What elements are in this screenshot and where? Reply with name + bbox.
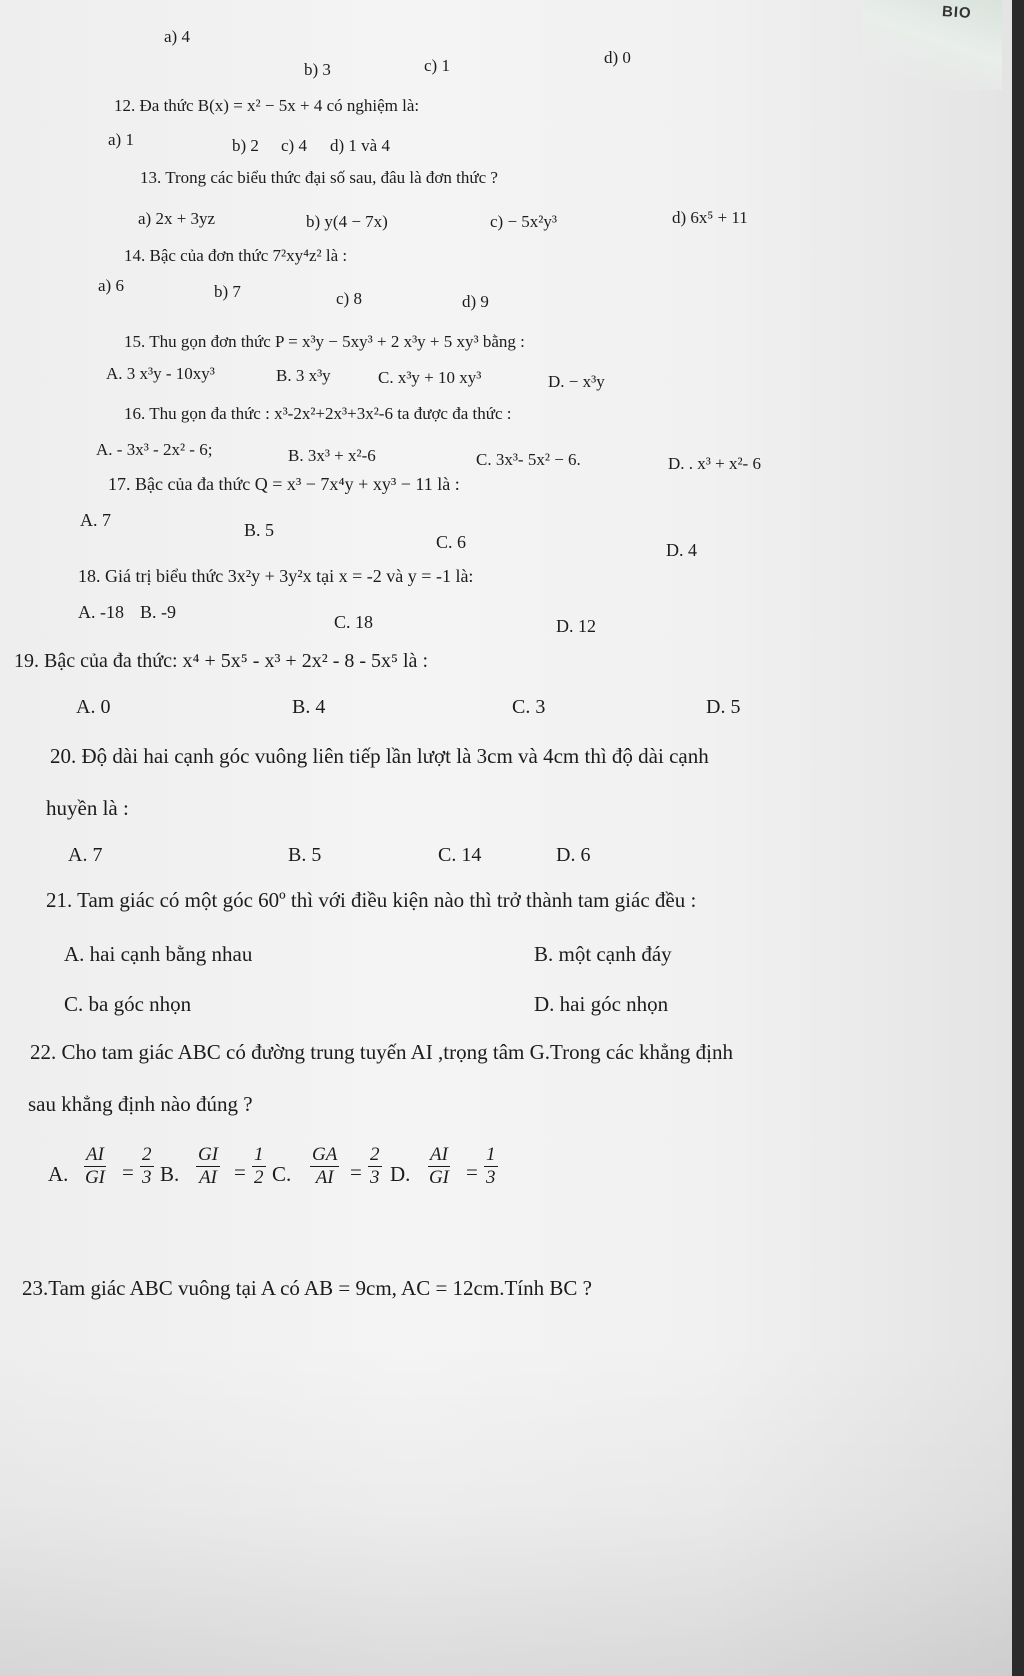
q13-stem: 13. Trong các biểu thức đại số sau, đâu là đơn thức ? bbox=[140, 168, 498, 187]
q16-stem: 16. Thu gọn đa thức : x³-2x²+2x³+3x²-6 ta được đa thức : bbox=[124, 404, 512, 423]
q22-option-a-eq: = bbox=[122, 1160, 134, 1184]
q21-option-b: B. một cạnh đáy bbox=[534, 942, 672, 966]
q22-option-b-label: B. bbox=[160, 1162, 180, 1186]
frac-num: 2 bbox=[370, 1144, 380, 1165]
q14-option-b: b) 7 bbox=[214, 282, 241, 301]
q19-option-d: D. 5 bbox=[706, 696, 741, 718]
q12-option-d: d) 1 và 4 bbox=[330, 136, 390, 155]
frac-num: GA bbox=[312, 1144, 338, 1165]
q17-option-a: A. 7 bbox=[80, 510, 111, 530]
q17-option-d: D. 4 bbox=[666, 540, 697, 560]
frac-num: 1 bbox=[254, 1144, 264, 1165]
q15-option-b: B. 3 x³y bbox=[276, 366, 331, 385]
q22-option-b-lhs bbox=[196, 1144, 220, 1189]
q14-stem: 14. Bậc của đơn thức 7²xy⁴z² là : bbox=[124, 246, 348, 265]
q22-option-c-lhs bbox=[310, 1144, 339, 1189]
frac-num: 2 bbox=[142, 1144, 152, 1165]
q11-option-d: d) 0 bbox=[604, 48, 631, 67]
q21-option-d: D. hai góc nhọn bbox=[534, 992, 669, 1016]
q21-stem: 21. Tam giác có một góc 60º thì với điều kiện nào thì trở thành tam giác đều : bbox=[46, 888, 697, 912]
frac-den: 3 bbox=[142, 1167, 152, 1188]
q11-option-c: c) 1 bbox=[424, 56, 450, 75]
q22-stem-line1: 22. Cho tam giác ABC có đường trung tuyến AI ,trọng tâm G.Trong các khẳng định bbox=[30, 1040, 733, 1064]
q22-option-b-eq: = bbox=[234, 1160, 246, 1184]
q17-stem: 17. Bậc của đa thức Q = x³ − 7x⁴y + xy³ − 11 là : bbox=[108, 474, 460, 494]
q18-option-c: C. 18 bbox=[334, 612, 374, 632]
q16-option-a: A. - 3x³ - 2x² - 6; bbox=[96, 440, 213, 459]
q22-option-d-rhs bbox=[484, 1144, 498, 1189]
frac-den: GI bbox=[84, 1167, 105, 1188]
q12-option-c: c) 4 bbox=[281, 136, 307, 155]
q21-option-a: A. hai cạnh bằng nhau bbox=[64, 942, 253, 966]
q15-stem: 15. Thu gọn đơn thức P = x³y − 5xy³ + 2 x³y + 5 xy³ bằng : bbox=[124, 332, 525, 351]
q13-option-a: a) 2x + 3yz bbox=[138, 209, 216, 228]
q15-option-c: C. x³y + 10 xy³ bbox=[378, 368, 482, 387]
q20-option-a: A. 7 bbox=[68, 844, 103, 866]
q11-option-a: a) 4 bbox=[164, 27, 190, 46]
q22-option-a-lhs bbox=[84, 1144, 106, 1189]
q19-option-b: B. 4 bbox=[292, 696, 326, 718]
q22-option-c-label: C. bbox=[272, 1162, 292, 1186]
q20-option-c: C. 14 bbox=[438, 844, 482, 866]
corner-brand: BIO bbox=[941, 2, 973, 23]
frac-den: 3 bbox=[370, 1167, 380, 1188]
q19-option-c: C. 3 bbox=[512, 696, 546, 718]
q22-option-a-label: A. bbox=[48, 1162, 69, 1186]
q16-option-d: D. . x³ + x²- 6 bbox=[668, 454, 761, 473]
q12-option-a: a) 1 bbox=[108, 130, 134, 149]
q23-stem: 23.Tam giác ABC vuông tại A có AB = 9cm, AC = 12cm.Tính BC ? bbox=[22, 1276, 592, 1300]
q13-option-d: d) 6x⁵ + 11 bbox=[672, 208, 748, 227]
q18-option-b: B. -9 bbox=[140, 602, 176, 622]
frac-den: AI bbox=[199, 1167, 217, 1188]
frac-num: AI bbox=[86, 1144, 104, 1165]
q22-stem-line2: sau khẳng định nào đúng ? bbox=[28, 1092, 253, 1116]
q14-option-a: a) 6 bbox=[98, 276, 124, 295]
q16-option-c: C. 3x³- 5x² − 6. bbox=[476, 450, 581, 469]
q12-option-b: b) 2 bbox=[232, 136, 259, 155]
q22-option-d-label: D. bbox=[390, 1162, 411, 1186]
q19-option-a: A. 0 bbox=[76, 696, 111, 718]
frac-den: 2 bbox=[254, 1167, 264, 1188]
q12-stem: 12. Đa thức B(x) = x² − 5x + 4 có nghiệm là: bbox=[114, 96, 420, 115]
q18-option-a: A. -18 bbox=[78, 602, 124, 622]
frac-num: GI bbox=[198, 1144, 219, 1165]
q18-option-d: D. 12 bbox=[556, 616, 596, 636]
q15-option-a: A. 3 x³y - 10xy³ bbox=[106, 364, 215, 383]
q14-option-c: c) 8 bbox=[336, 289, 362, 308]
q11-option-b: b) 3 bbox=[304, 60, 331, 79]
q20-option-d: D. 6 bbox=[556, 844, 591, 866]
frac-num: AI bbox=[430, 1144, 448, 1165]
q22-option-d-eq: = bbox=[466, 1160, 478, 1184]
q17-option-c: C. 6 bbox=[436, 532, 467, 552]
q15-option-d: D. − x³y bbox=[548, 372, 605, 391]
q13-option-c: c) − 5x²y³ bbox=[490, 212, 557, 231]
q22-option-d-lhs bbox=[428, 1144, 450, 1189]
frac-num: 1 bbox=[486, 1144, 496, 1165]
q17-option-b: B. 5 bbox=[244, 520, 275, 540]
frac-den: AI bbox=[315, 1167, 334, 1188]
q16-option-b: B. 3x³ + x²-6 bbox=[288, 446, 376, 465]
q21-option-c: C. ba góc nhọn bbox=[64, 992, 192, 1016]
q22-option-c-rhs bbox=[368, 1144, 382, 1189]
q22-option-a-rhs bbox=[140, 1144, 154, 1189]
bleed-through-logo bbox=[862, 0, 1002, 90]
q18-stem: 18. Giá trị biểu thức 3x²y + 3y²x tại x = -2 và y = -1 là: bbox=[78, 566, 474, 586]
frac-den: 3 bbox=[486, 1167, 496, 1188]
q14-option-d: d) 9 bbox=[462, 292, 489, 311]
q20-option-b: B. 5 bbox=[288, 844, 322, 866]
q20-stem-line1: 20. Độ dài hai cạnh góc vuông liên tiếp lần lượt là 3cm và 4cm thì độ dài cạnh bbox=[50, 744, 709, 768]
q20-stem-line2: huyền là : bbox=[46, 796, 129, 820]
q22-option-b-rhs bbox=[252, 1144, 266, 1189]
frac-den: GI bbox=[428, 1167, 449, 1188]
q19-stem: 19. Bậc của đa thức: x⁴ + 5x⁵ - x³ + 2x² - 8 - 5x⁵ là : bbox=[14, 650, 428, 672]
q22-option-c-eq: = bbox=[350, 1160, 362, 1184]
q13-option-b: b) y(4 − 7x) bbox=[306, 212, 388, 231]
